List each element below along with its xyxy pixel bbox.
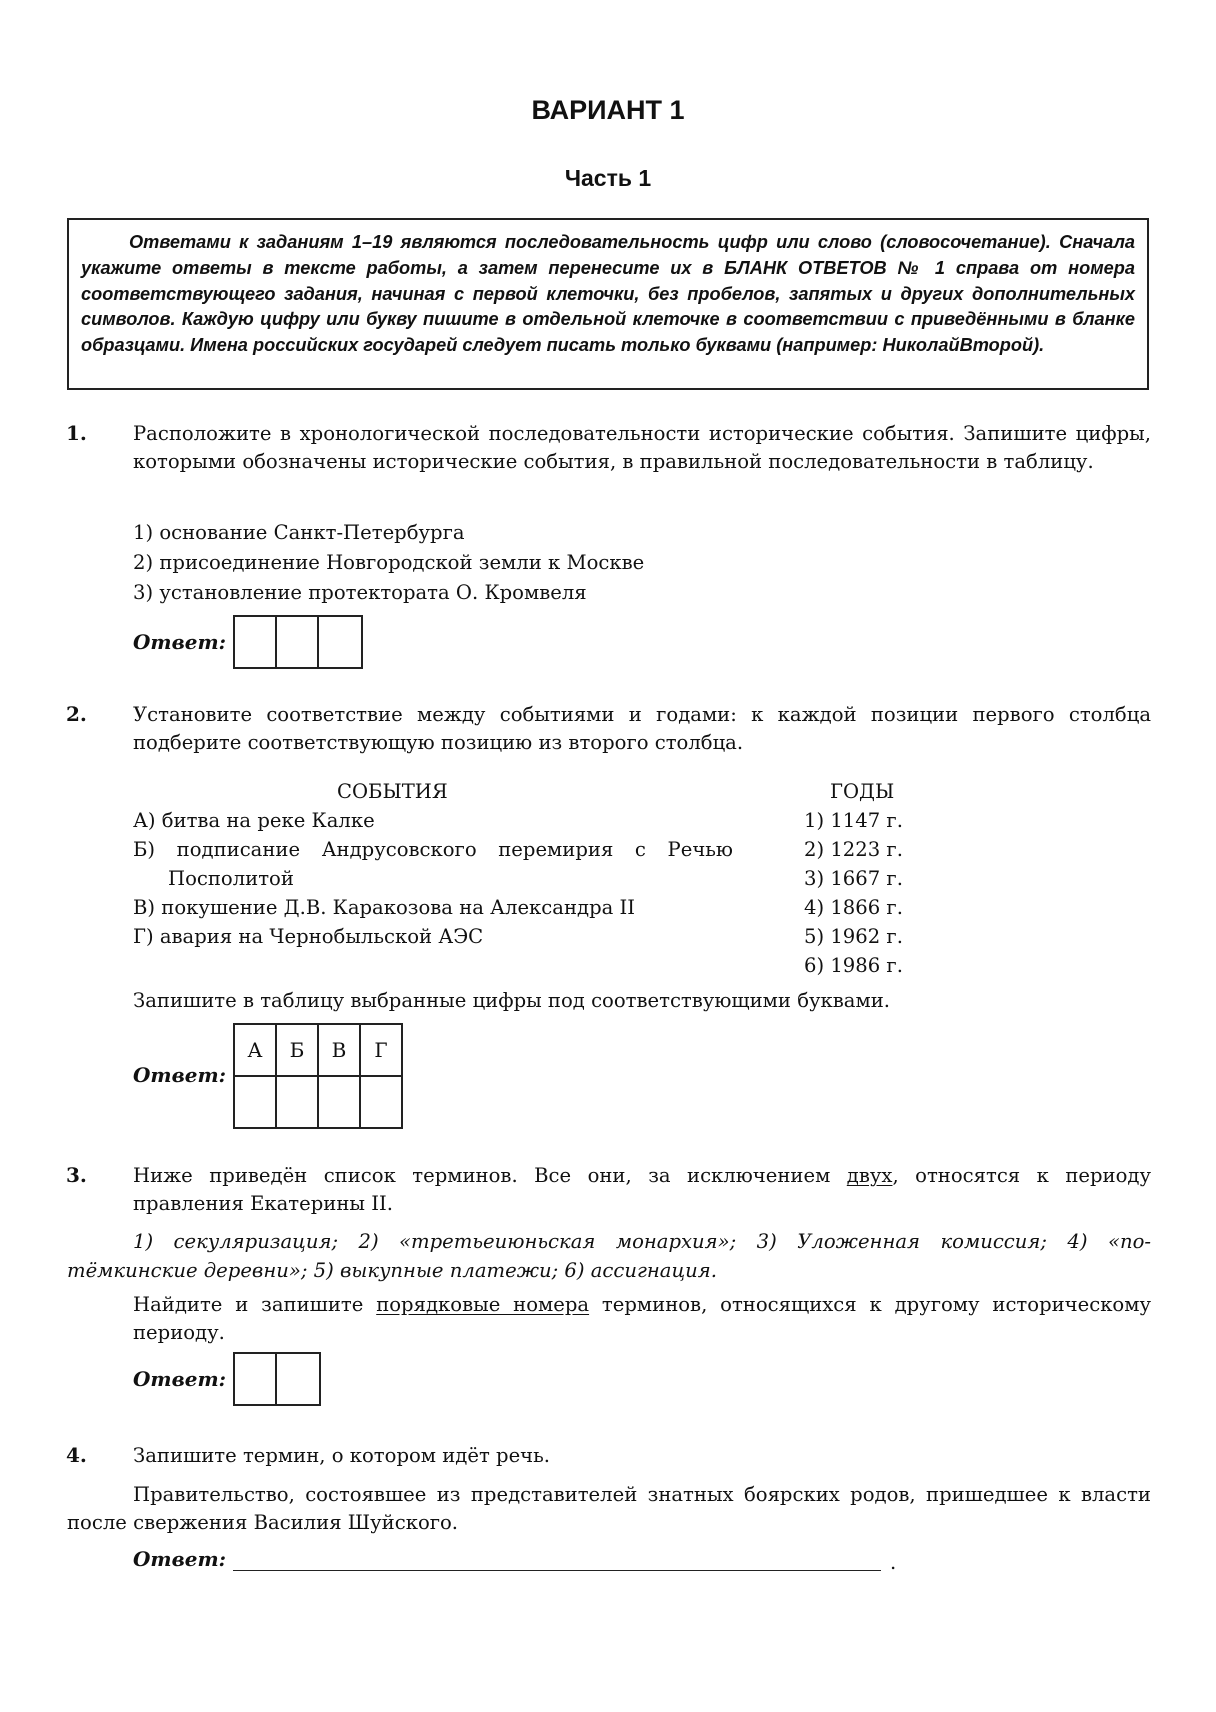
- question-1-item: 3) установление протектората О. Кромвеля: [133, 581, 587, 604]
- letter-cell-g: Г: [359, 1023, 403, 1077]
- year-item: 5) 1962 г.: [804, 925, 903, 948]
- question-1-item: 1) основание Санкт-Петербурга: [133, 521, 465, 544]
- answer-cell[interactable]: [233, 1352, 277, 1406]
- answer-end-mark: .: [890, 1551, 897, 1574]
- events-header: СОБЫТИЯ: [337, 780, 448, 803]
- event-item: В) покушение Д.В. Каракозова на Александра II: [133, 896, 636, 919]
- instructions-box: [67, 218, 1149, 390]
- question-1-text: Расположите в хронологической последовательности исторические события. Запишите цифры, которыми обозначены исторические события, в правильной последовательности в таблицу.: [133, 422, 1151, 473]
- letter-cell-v: В: [317, 1023, 361, 1077]
- year-item: 4) 1866 г.: [804, 896, 903, 919]
- answer-label: Ответ:: [133, 1063, 226, 1087]
- question-4-number: 4.: [66, 1443, 87, 1467]
- terms-line: тёмкинские деревни»; 5) выкупные платежи; 6) ассигнация.: [67, 1259, 717, 1282]
- event-item: А) битва на реке Калке: [133, 809, 375, 832]
- question-3-emphasis: двух: [846, 1164, 893, 1187]
- answer-cell[interactable]: [317, 615, 363, 669]
- answer-line[interactable]: [233, 1570, 881, 1571]
- years-header: ГОДЫ: [830, 780, 895, 803]
- year-item: 2) 1223 г.: [804, 838, 903, 861]
- event-item: Г) авария на Чернобыльской АЭС: [133, 925, 484, 948]
- answer-cell[interactable]: [233, 615, 277, 669]
- letter-cell-a: А: [233, 1023, 277, 1077]
- question-4-text: Правительство, состоявшее из представителей знатных боярских родов, пришедшее к власти после свержения Василия Шуйского.: [67, 1483, 1151, 1534]
- question-2-instruction: Запишите в таблицу выбранные цифры под соответствующими буквами.: [133, 989, 890, 1012]
- question-2-number: 2.: [66, 702, 87, 726]
- answer-label: Ответ:: [133, 630, 226, 654]
- answer-cell[interactable]: [275, 1075, 319, 1129]
- letter-cell-b: Б: [275, 1023, 319, 1077]
- question-3-number: 3.: [66, 1163, 87, 1187]
- answer-cell[interactable]: [275, 615, 319, 669]
- event-item: Б) подписание Андрусовского перемирия с Речью: [133, 838, 733, 861]
- year-item: 6) 1986 г.: [804, 954, 903, 977]
- question-3-text: [133, 1162, 1151, 1218]
- year-item: 1) 1147 г.: [804, 809, 903, 832]
- question-3-find-part: терминов, относящихся к другому историческому периоду.: [133, 1293, 1152, 1344]
- question-2-text: Установите соответствие между событиями и годами: к каждой позиции первого столбца подберите соответствующую позицию из второго столбца.: [133, 703, 1151, 754]
- question-1-number: 1.: [66, 421, 87, 445]
- instructions-text: Ответами к заданиям 1–19 являются последовательность цифр или слово (словосочетание). Сначала укажите ответы в тексте работы, а затем перенесите их в БЛАНК ОТВЕТОВ № 1 справа от номера соответствующего задания, начиная с первой клеточки, без пробелов, запятых и других дополнительных символов. Каждую цифру или букву пишите в отдельной клеточке в соответствии с приведёнными в бланке образцами. Имена российских государей следует писать только буквами (например: НиколайВторой).: [81, 232, 1135, 356]
- answer-cell[interactable]: [359, 1075, 403, 1129]
- question-4-prompt: Запишите термин, о котором идёт речь.: [133, 1444, 551, 1467]
- answer-label: Ответ:: [133, 1547, 226, 1571]
- question-3-find-text: [133, 1291, 1151, 1347]
- question-1-item: 2) присоединение Новгородской земли к Москве: [133, 551, 645, 574]
- answer-cell[interactable]: [233, 1075, 277, 1129]
- variant-title: ВАРИАНТ 1: [531, 95, 685, 125]
- answer-cell[interactable]: [275, 1352, 321, 1406]
- question-3-text-part: , относятся к периоду правления Екатерины II.: [133, 1164, 1151, 1215]
- question-3-text-part: Ниже приведён список терминов. Все они, за исключением: [133, 1164, 847, 1187]
- year-item: 3) 1667 г.: [804, 867, 903, 890]
- question-3-find-emphasis: порядковые номера: [376, 1293, 590, 1316]
- terms-line: 1) секуляризация; 2) «третьеиюньская монархия»; 3) Уложенная комиссия; 4) «по-: [133, 1230, 1151, 1253]
- event-item-continuation: Посполитой: [168, 867, 294, 890]
- answer-cell[interactable]: [317, 1075, 361, 1129]
- part-title: Часть 1: [564, 165, 652, 191]
- answer-label: Ответ:: [133, 1367, 226, 1391]
- question-3-find-part: Найдите и запишите: [133, 1293, 377, 1316]
